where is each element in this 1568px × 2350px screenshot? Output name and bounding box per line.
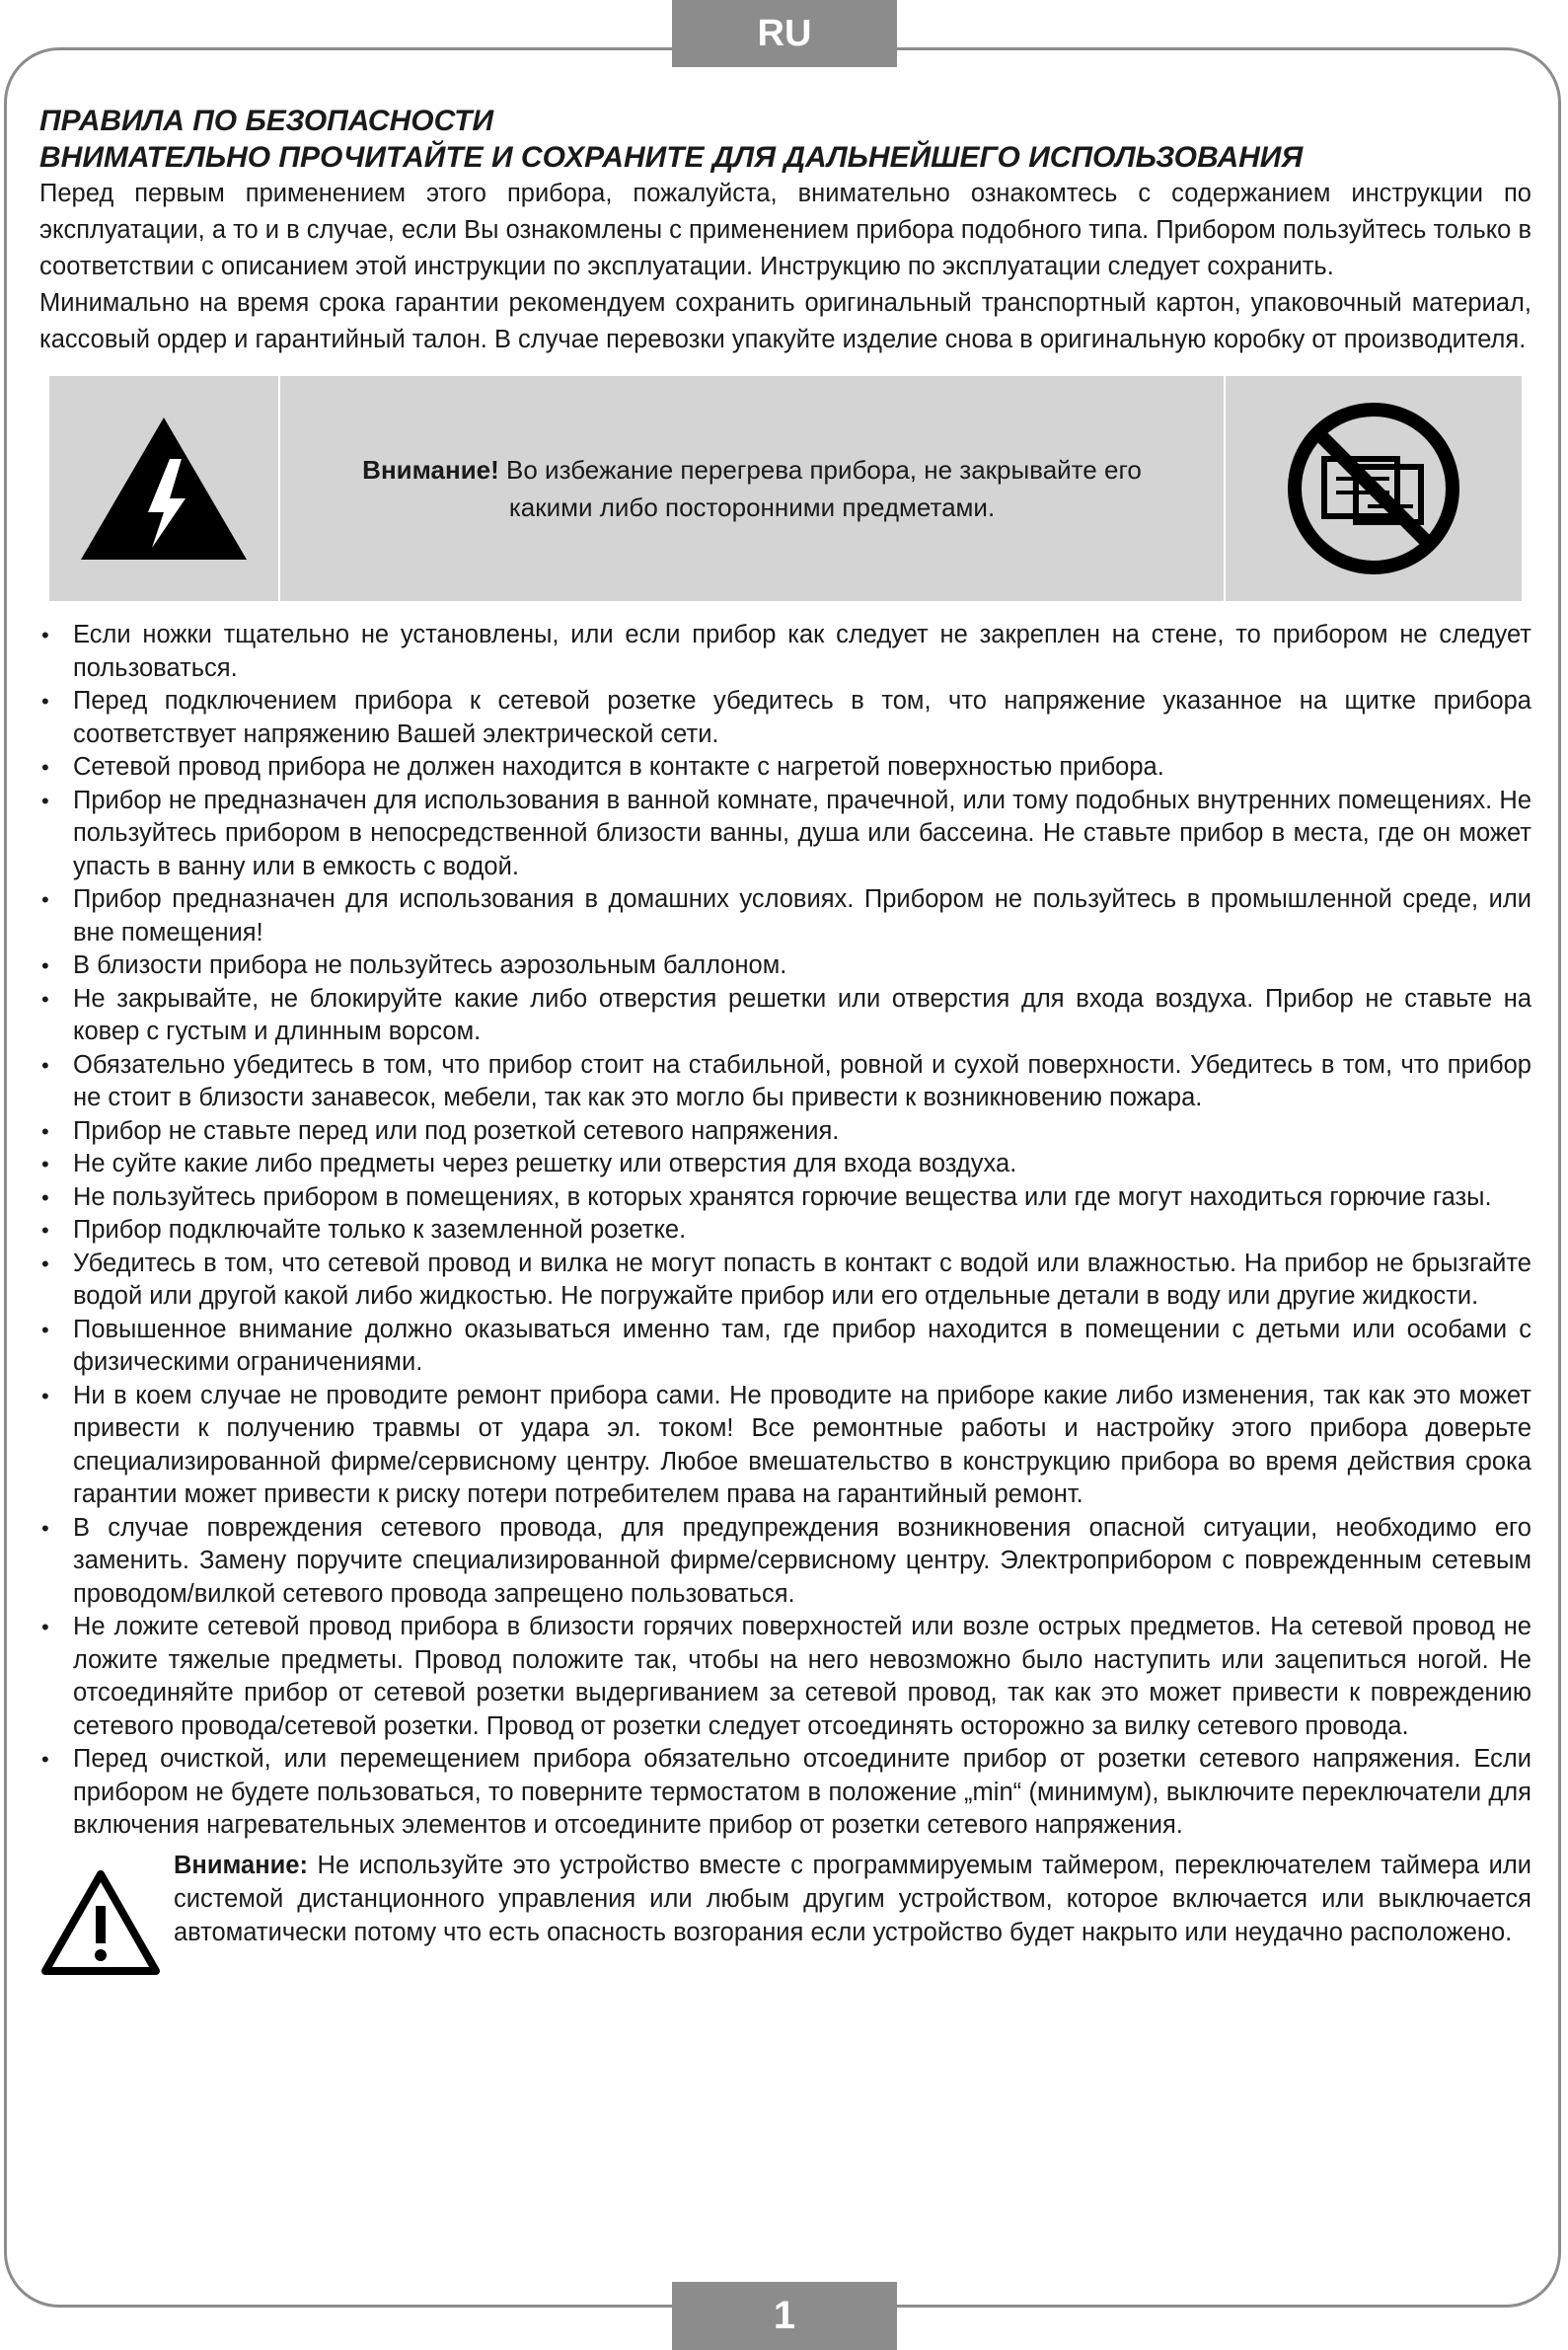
overheat-warning-label: Внимание! bbox=[362, 455, 499, 485]
title-line-2: ВНИМАТЕЛЬНО ПРОЧИТАЙТЕ И СОХРАНИТЕ ДЛЯ ДАЛЬНЕЙШЕГО ИСПОЛЬЗОВАНИЯ bbox=[39, 141, 1304, 174]
timer-warning bbox=[39, 1849, 1531, 1982]
list-item: • Не пользуйтесь прибором в помещениях, в которых хранятся горючие вещества или где могут находиться горючие газы. bbox=[39, 1181, 1531, 1215]
list-item: • Перед подключением прибора к сетевой розетке убедитесь в том, что напряжение указанное на щитке прибора соответствует напряжению Вашей электрической сети. bbox=[39, 685, 1531, 751]
overheat-warning-box bbox=[49, 376, 1522, 601]
list-item: • Прибор предназначен для использования в домашних условиях. Прибором не пользуйтесь в промышленной среде, или вне помещения! bbox=[39, 883, 1531, 949]
list-item: • Ни в коем случае не проводите ремонт прибора сами. Не проводите на приборе какие либо изменения, так как это может привести к получению травмы от удара эл. током! Все ремонтные работы и настройку этого прибора доверьте специализированной фирме/сервисному центру. Любое вмешательство в конструкцию прибора во время действия срока гарантии может привести к риску потери потребителем права на гарантийный ремонт. bbox=[39, 1380, 1531, 1512]
page-content bbox=[39, 103, 1531, 1982]
page-number: 1 bbox=[672, 2282, 897, 2350]
list-item: • Если ножки тщательно не установлены, или если прибор как следует не закреплен на стене, то прибором не следует пользоваться. bbox=[39, 619, 1531, 685]
list-item: • Не суйте какие либо предметы через решетку или отверстия для входа воздуха. bbox=[39, 1148, 1531, 1181]
page-title bbox=[39, 103, 1531, 176]
safety-rules-list bbox=[39, 619, 1531, 1843]
caution-icon bbox=[39, 1849, 174, 1982]
list-item: • Обязательно убедитесь в том, что прибор стоит на стабильной, ровной и сухой поверхности. Убедитесь в том, что прибор не стоит в близости занавесок, мебели, так как это могло бы привести к возникновению пожара. bbox=[39, 1049, 1531, 1115]
overheat-warning-text bbox=[280, 376, 1224, 601]
title-line-1: ПРАВИЛА ПО БЕЗОПАСНОСТИ bbox=[39, 105, 494, 137]
timer-warning-text bbox=[174, 1849, 1531, 1982]
list-item: • Не ложите сетевой провод прибора в близости горячих поверхностей или возле острых предметов. На сетевой провод не ложите тяжелые предметы. Провод положите так, чтобы на него невозможно было наступить или зацепиться ногой. Не отсоединяйте прибор от сетевой розетки выдергиванием за сетевой провод, так как это может привести к повреждению сетевого провода/сетевой розетки. Провод от розетки следует отсоединять осторожно за вилку сетевого провода. bbox=[39, 1611, 1531, 1743]
list-item: • Повышенное внимание должно оказываться именно там, где прибор находится в помещении с детьми или особами с физическими ограничениями. bbox=[39, 1314, 1531, 1380]
do-not-cover-icon bbox=[1224, 376, 1522, 601]
timer-warning-label: Внимание: bbox=[174, 1851, 308, 1879]
list-item: • Прибор не ставьте перед или под розеткой сетевого напряжения. bbox=[39, 1115, 1531, 1149]
list-item: • Сетевой провод прибора не должен находится в контакте с нагретой поверхностью прибора. bbox=[39, 751, 1531, 785]
overheat-warning-message: Во избежание перегрева прибора, не закрывайте его какими либо посторонними предметами. bbox=[498, 455, 1142, 522]
language-tab: RU bbox=[672, 0, 897, 67]
list-item: • Перед очисткой, или перемещением прибора обязательно отсоедините прибор от розетки сетевого напряжения. Если прибором не будете пользоваться, то поверните термостатом в положение „min“ (минимум), выключите переключатели для включения нагревательных элементов и отсоедините прибор от розетки сетевого напряжения. bbox=[39, 1743, 1531, 1843]
high-voltage-icon bbox=[49, 376, 280, 601]
list-item: • В случае повреждения сетевого провода, для предупреждения возникновения опасной ситуации, необходимо его заменить. Замену поручите специализированной фирме/сервисному центру. Электроприбором с поврежденным сетевым проводом/вилкой сетевого провода запрещено пользоваться. bbox=[39, 1512, 1531, 1612]
list-item: • Прибор не предназначен для использования в ванной комнате, прачечной, или тому подобных внутренних помещениях. Не пользуйтесь прибором в непосредственной близости ванны, душа или бассеина. Не ставьте прибор в места, где он может упасть в ванну или в емкость с водой. bbox=[39, 785, 1531, 884]
list-item: • Прибор подключайте только к заземленной розетке. bbox=[39, 1214, 1531, 1248]
list-item: • Не закрывайте, не блокируйте какие либо отверстия решетки или отверстия для входа воздуха. Прибор не ставьте на ковер с густым и длинным ворсом. bbox=[39, 983, 1531, 1049]
list-item: • В близости прибора не пользуйтесь аэрозольным баллоном. bbox=[39, 949, 1531, 983]
intro-paragraph-1: Перед первым применением этого прибора, пожалуйста, внимательно ознакомтесь с содержанием инструкции по эксплуатации, а то и в случае, если Вы ознакомлены с применением прибора подобного типа. Прибором пользуйтесь только в соответствии с описанием этой инструкции по эксплуатации. Инструкцию по эксплуатации следует сохранить. bbox=[39, 180, 1531, 280]
timer-warning-message: Не используйте это устройство вместе с программируемым таймером, переключателем таймера или системой дистанционного управления или любым другим устройством, которое включается или выключается автоматически потому что есть опасность возгорания если устройство будет накрыто или неудачно расположено. bbox=[174, 1851, 1531, 1946]
list-item: • Убедитесь в том, что сетевой провод и вилка не могут попасть в контакт с водой или влажностью. На прибор не брызгайте водой или другой какой либо жидкостью. Не погружайте прибор или его отдельные детали в воду или другие жидкости. bbox=[39, 1248, 1531, 1314]
intro-paragraph-2: Минимально на время срока гарантии рекомендуем сохранить оригинальный транспортный картон, упаковочный материал, кассовый ордер и гарантийный талон. В случае перевозки упакуйте изделие снова в оригинальную коробку от производителя. bbox=[39, 289, 1531, 353]
